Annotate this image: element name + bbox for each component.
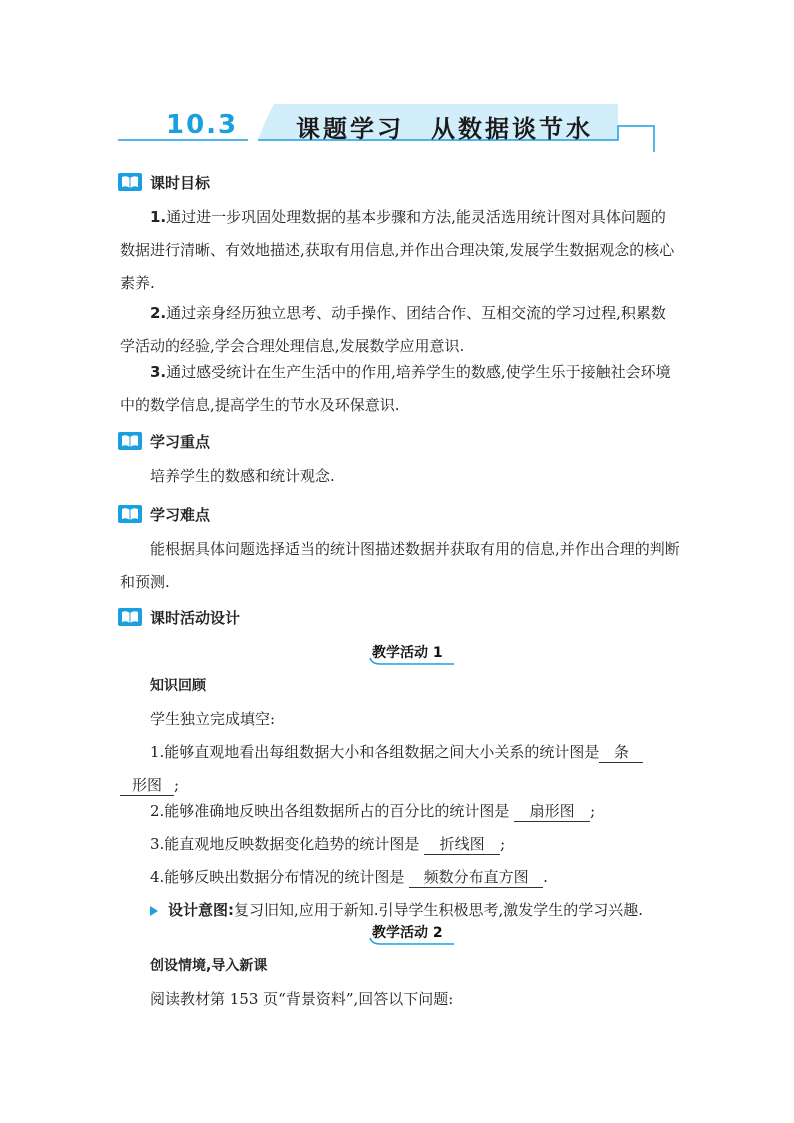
question-4-text: 4.能够反映出数据分布情况的统计图是 <box>150 868 405 886</box>
activity-2-label-text: 教学活动 2 <box>372 925 443 941</box>
book-icon <box>118 432 142 450</box>
activity-underline <box>368 936 458 946</box>
design-intent-label: 设计意图: <box>168 901 234 919</box>
question-4 <box>120 861 680 894</box>
activity-2-label <box>372 922 443 942</box>
activity-1-label <box>372 642 443 662</box>
goal-item-3 <box>120 356 680 422</box>
activity-underline <box>368 656 458 666</box>
section-difficulties-title: 学习难点 <box>150 506 211 524</box>
question-3-end: ; <box>500 835 506 853</box>
book-icon <box>118 173 142 191</box>
activity-1-subtitle: 知识回顾 <box>150 678 206 694</box>
activity-2-intro: 阅读教材第 153 页“背景资料”,回答以下问题: <box>150 990 454 1008</box>
goal-number: 2. <box>150 304 167 322</box>
question-3-text: 3.能直观地反映数据变化趋势的统计图是 <box>150 835 420 853</box>
goal-text: 通过感受统计在生产生活中的作用,培养学生的数感,使学生乐于接触社会环境中的数学信息,提高学生的节水及环保意识. <box>120 363 671 414</box>
question-1-text: 1.能够直观地看出每组数据大小和各组数据之间大小关系的统计图是 <box>150 743 600 761</box>
question-4-answer: 频数分布直方图 <box>409 867 543 888</box>
question-2-end: ; <box>590 802 596 820</box>
question-1-answer-part1: 条 <box>599 742 643 763</box>
title-banner <box>118 100 658 152</box>
chapter-number: 10.3 <box>166 110 239 140</box>
goal-item-2 <box>120 297 680 363</box>
section-design-title: 课时活动设计 <box>150 609 241 627</box>
question-2-answer: 扇形图 <box>514 801 590 822</box>
goal-text: 通过进一步巩固处理数据的基本步骤和方法,能灵活选用统计图对具体问题的数据进行清晰、有效地描述,获取有用信息,并作出合理决策,发展学生数据观念的核心素养. <box>120 208 675 292</box>
section-goals-title: 课时目标 <box>150 174 211 192</box>
question-1-end: ; <box>174 776 180 794</box>
activity-1-label-text: 教学活动 1 <box>372 645 443 661</box>
goal-number: 1. <box>150 208 167 226</box>
book-icon <box>118 608 142 626</box>
question-1 <box>120 736 680 802</box>
chapter-title: 课题学习 从数据谈节水 <box>296 115 593 143</box>
triangle-bullet-icon <box>150 906 158 916</box>
book-icon <box>118 505 142 523</box>
question-3 <box>120 828 680 861</box>
question-4-end: . <box>543 868 548 886</box>
goal-text: 通过亲身经历独立思考、动手操作、团结合作、互相交流的学习过程,积累数学活动的经验,学会合理处理信息,发展数学应用意识. <box>120 304 666 355</box>
question-3-answer: 折线图 <box>424 834 500 855</box>
difficulties-text: 能根据具体问题选择适当的统计图描述数据并获取有用的信息,并作出合理的判断和预测. <box>120 540 680 591</box>
goal-item-1 <box>120 201 680 300</box>
design-intent-text: 复习旧知,应用于新知.引导学生积极思考,激发学生的学习兴趣. <box>234 901 644 919</box>
question-2-text: 2.能够准确地反映出各组数据所占的百分比的统计图是 <box>150 802 510 820</box>
key-points-text: 培养学生的数感和统计观念. <box>150 467 335 485</box>
activity-1-intro: 学生独立完成填空: <box>150 710 276 728</box>
section-key-points-title: 学习重点 <box>150 433 211 451</box>
activity-2-subtitle: 创设情境,导入新课 <box>150 958 268 974</box>
goal-number: 3. <box>150 363 167 381</box>
question-1-answer-part2: 形图 <box>120 775 174 796</box>
question-2 <box>120 795 680 828</box>
